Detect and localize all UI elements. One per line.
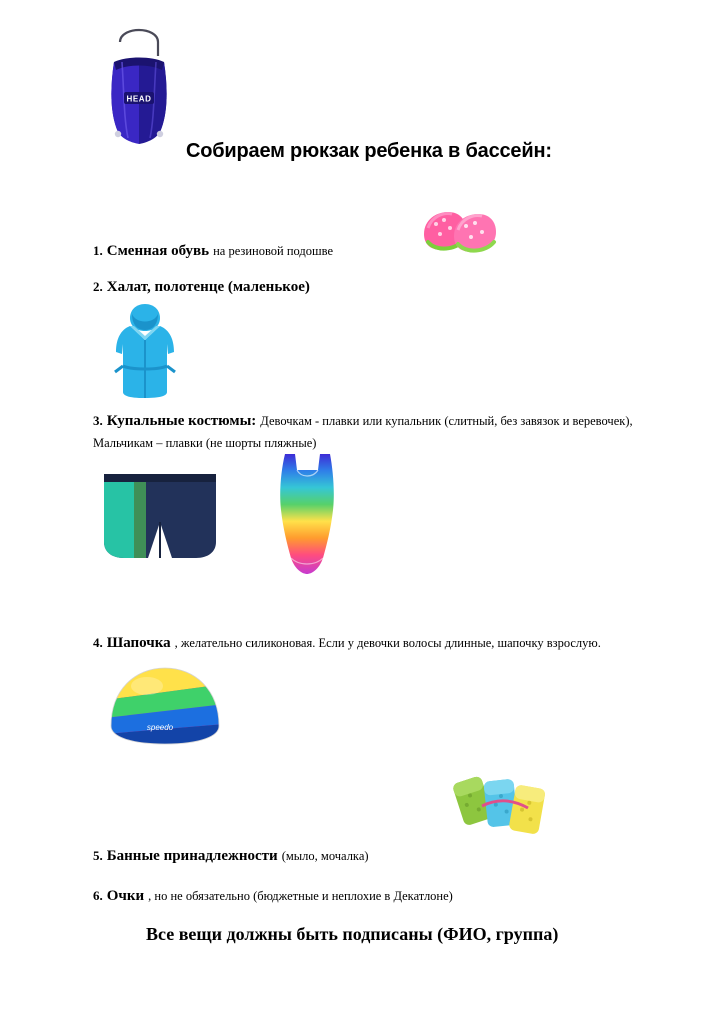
bathrobe-image — [110, 300, 180, 400]
list-item-number: 1. — [93, 243, 103, 258]
list-item-tail: (мыло, мочалка) — [281, 849, 369, 863]
list-item-lead: Очки — [106, 888, 145, 904]
list-item-tail: , но не обязательно (бюджетные и неплохие в Декатлоне) — [148, 889, 453, 903]
list-item-number: 5. — [93, 848, 103, 863]
swim-cap-image — [105, 660, 225, 755]
list-item-number: 3. — [93, 413, 103, 428]
bath-sponges-image — [452, 770, 552, 850]
list-item-number: 4. — [93, 635, 103, 650]
list-item-lead: Купальные костюмы: — [106, 413, 257, 429]
list-item-lead: Халат, полотенце (маленькое) — [106, 279, 310, 295]
list-item — [93, 885, 673, 907]
list-item — [93, 410, 668, 453]
list-item-number: 6. — [93, 888, 103, 903]
swim-trunks-image — [100, 470, 220, 565]
page-title: Собираем рюкзак ребенка в бассейн: — [186, 140, 552, 162]
footer-note: Все вещи должны быть подписаны (ФИО, группа) — [146, 924, 559, 944]
list-item — [93, 276, 673, 298]
list-item-lead: Сменная обувь — [106, 243, 210, 259]
list-item-tail: на резиновой подошве — [213, 244, 334, 258]
list-item-lead: Банные принадлежности — [106, 848, 278, 864]
svg-text:speedo: speedo — [146, 723, 174, 732]
list-item — [93, 632, 673, 654]
list-item — [93, 845, 673, 867]
list-item-tail: Девочкам - плавки или купальник (слитный, без завязок и веревочек), Мальчикам – плавки (не шорты пляжные) — [93, 414, 633, 450]
list-item-tail: , желательно силиконовая. Если у девочки волосы длинные, шапочку взрослую. — [174, 636, 601, 650]
one-piece-swimsuit-image — [265, 448, 350, 578]
list-item-number: 2. — [93, 279, 103, 294]
drawstring-backpack-image — [84, 28, 194, 148]
list-item-lead: Шапочка — [106, 635, 171, 651]
list-item — [93, 240, 673, 262]
svg-text:HEAD: HEAD — [126, 94, 152, 104]
